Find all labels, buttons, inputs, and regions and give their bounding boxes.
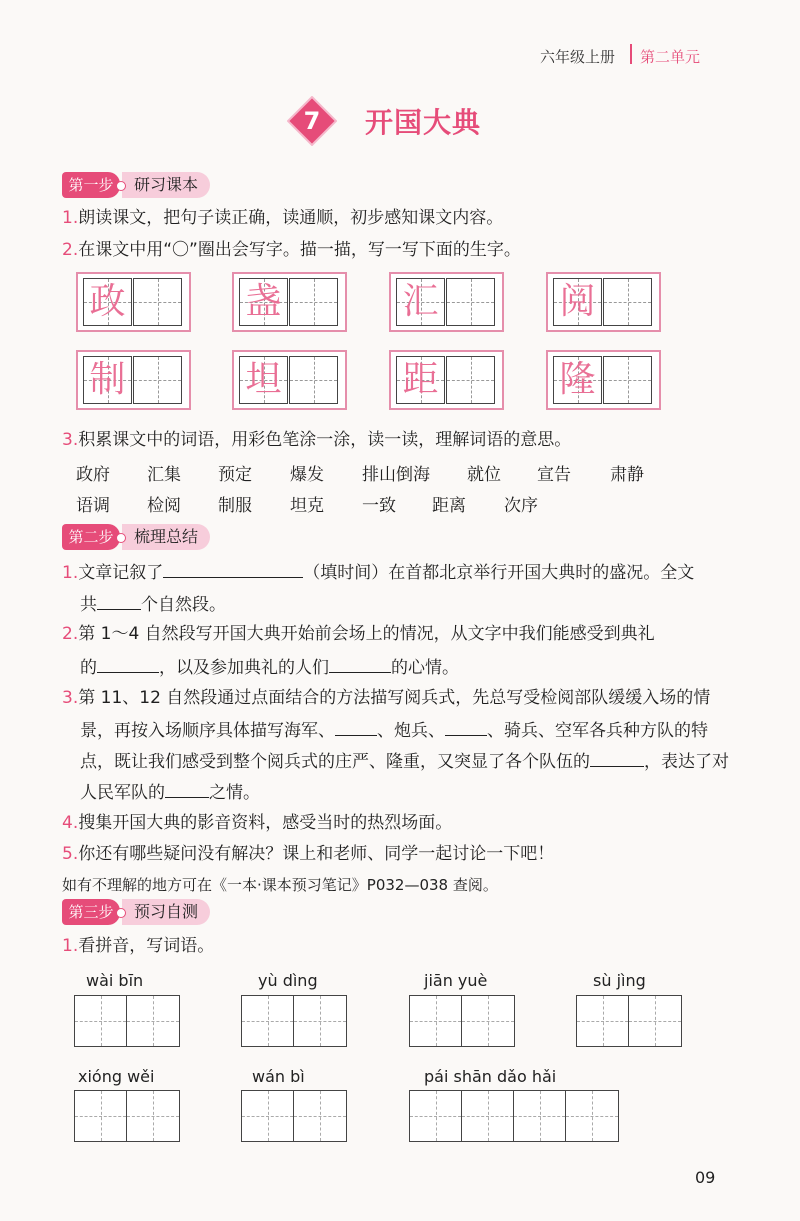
q-text: 朗读课文，把句子读正确，读通顺，初步感知课文内容。 <box>78 208 504 228</box>
vocab-word[interactable]: 预定 <box>218 465 252 485</box>
step3-q1: 1.看拼音，写词语。 <box>62 936 215 956</box>
fill-blank[interactable] <box>163 561 303 578</box>
q-number: 3. <box>62 688 79 708</box>
step1-q3 <box>62 430 571 450</box>
fill-blank[interactable] <box>97 656 159 673</box>
char-practice-box[interactable] <box>389 350 504 410</box>
lesson-number: 7 <box>303 107 321 135</box>
step2-q5: 5.你还有哪些疑问没有解决？课上和老师、同学一起讨论一下吧！ <box>62 844 555 864</box>
practice-char: 政 <box>89 281 126 322</box>
unit-label: 第二单元 <box>640 48 701 66</box>
fill-blank[interactable] <box>335 719 377 736</box>
pinyin-label: yù dìng <box>258 971 318 990</box>
step2-q2-line2: 的 ，以及参加典礼的人们 的心情。 <box>80 658 459 678</box>
lesson-number-badge <box>287 96 337 146</box>
tag-dot <box>116 908 126 918</box>
pinyin-label: jiān yuè <box>424 971 488 990</box>
page-number: 09 <box>695 1168 716 1187</box>
grade-label: 六年级上册 <box>540 48 616 66</box>
pinyin-label: wài bīn <box>86 971 144 990</box>
q-number: 2. <box>62 240 79 260</box>
step1-q2 <box>62 240 521 260</box>
step3-tag-number: 第三步 <box>62 899 120 925</box>
step1-tag-number: 第一步 <box>62 172 120 198</box>
q-number: 5. <box>62 844 79 864</box>
vocab-word[interactable]: 就位 <box>467 465 501 485</box>
pinyin-label: sù jìng <box>593 971 646 990</box>
q-number: 1. <box>62 563 79 583</box>
writing-grid[interactable] <box>409 1090 619 1142</box>
step2-q3-line1: 3.第 11、12 自然段通过点面结合的方法描写阅兵式，先总写受检阅部队缓缓入场的情 <box>62 688 711 708</box>
vocab-word[interactable]: 肃静 <box>610 465 644 485</box>
reference-note: 如有不理解的地方可在《一本·课本预习笔记》P032—038 查阅。 <box>62 876 498 894</box>
q-number: 4. <box>62 813 79 833</box>
lesson-title: 开国大典 <box>365 106 482 139</box>
pinyin-label: xióng wěi <box>78 1067 155 1086</box>
tag-dot <box>116 181 126 191</box>
step2-q3-line3: 点，既让我们感受到整个阅兵式的庄严、隆重，又突显了各个队伍的 ，表达了对 <box>80 752 729 772</box>
vocab-word[interactable]: 距离 <box>432 496 466 516</box>
char-practice-box[interactable] <box>389 272 504 332</box>
step2-q2-line1: 2.第 1～4 自然段写开国大典开始前会场上的情况，从文字中我们能感受到典礼 <box>62 624 655 644</box>
step1-q1 <box>62 208 503 228</box>
vocab-word[interactable]: 爆发 <box>290 465 324 485</box>
pinyin-label: wán bì <box>252 1067 305 1086</box>
vocab-word[interactable]: 语调 <box>76 496 110 516</box>
vocab-word[interactable]: 检阅 <box>147 496 181 516</box>
practice-char: 距 <box>402 359 439 400</box>
q-number: 3. <box>62 430 79 450</box>
q-number: 2. <box>62 624 79 644</box>
fill-blank[interactable] <box>445 719 487 736</box>
fill-blank[interactable] <box>97 593 141 610</box>
practice-char: 坦 <box>245 359 282 400</box>
vocab-word[interactable]: 坦克 <box>290 496 324 516</box>
fill-blank[interactable] <box>590 750 644 767</box>
q-text: 积累课文中的词语，用彩色笔涂一涂，读一读，理解词语的意思。 <box>78 430 572 450</box>
char-practice-box[interactable] <box>232 272 347 332</box>
vocab-word[interactable]: 次序 <box>504 496 538 516</box>
char-practice-box[interactable] <box>232 350 347 410</box>
step2-q3-line4: 人民军队的 之情。 <box>80 783 260 803</box>
writing-grid[interactable] <box>409 995 515 1047</box>
vocab-word[interactable]: 制服 <box>218 496 252 516</box>
step3-tag-label: 预习自测 <box>122 899 210 925</box>
tag-dot <box>116 533 126 543</box>
header-divider <box>630 44 632 64</box>
vocab-word[interactable]: 排山倒海 <box>362 465 430 485</box>
char-practice-box[interactable] <box>76 272 191 332</box>
practice-char: 制 <box>89 359 126 400</box>
vocab-word[interactable]: 宣告 <box>537 465 571 485</box>
writing-grid[interactable] <box>576 995 682 1047</box>
step1-tag-label: 研习课本 <box>122 172 210 198</box>
char-practice-box[interactable] <box>546 350 661 410</box>
step2-tag-label: 梳理总结 <box>122 524 210 550</box>
char-practice-box[interactable] <box>76 350 191 410</box>
writing-grid[interactable] <box>241 995 347 1047</box>
practice-char: 汇 <box>402 281 439 322</box>
practice-char: 隆 <box>559 359 596 400</box>
pinyin-label: pái shān dǎo hǎi <box>424 1067 557 1086</box>
char-practice-box[interactable] <box>546 272 661 332</box>
q-text: 在课文中用“〇”圈出会写字。描一描，写一写下面的生字。 <box>78 240 521 260</box>
step2-q1-line2: 共 个自然段。 <box>80 595 226 615</box>
vocab-word[interactable]: 一致 <box>362 496 396 516</box>
step2-q3-line2: 景，再按入场顺序具体描写海军、 、炮兵、 、骑兵、空军各兵种方队的特 <box>80 721 708 741</box>
step2-q4: 4.搜集开国大典的影音资料，感受当时的热烈场面。 <box>62 813 453 833</box>
writing-grid[interactable] <box>74 995 180 1047</box>
q-number: 1. <box>62 936 79 956</box>
practice-char: 阅 <box>559 281 596 322</box>
step2-tag-number: 第二步 <box>62 524 120 550</box>
practice-char: 盏 <box>245 281 282 322</box>
vocab-word[interactable]: 政府 <box>76 465 110 485</box>
writing-grid[interactable] <box>74 1090 180 1142</box>
fill-blank[interactable] <box>329 656 391 673</box>
step2-q1-line1: 1.文章记叙了 （填时间）在首都北京举行开国大典时的盛况。全文 <box>62 563 695 583</box>
vocab-word[interactable]: 汇集 <box>147 465 181 485</box>
writing-grid[interactable] <box>241 1090 347 1142</box>
fill-blank[interactable] <box>165 781 209 798</box>
q-number: 1. <box>62 208 79 228</box>
